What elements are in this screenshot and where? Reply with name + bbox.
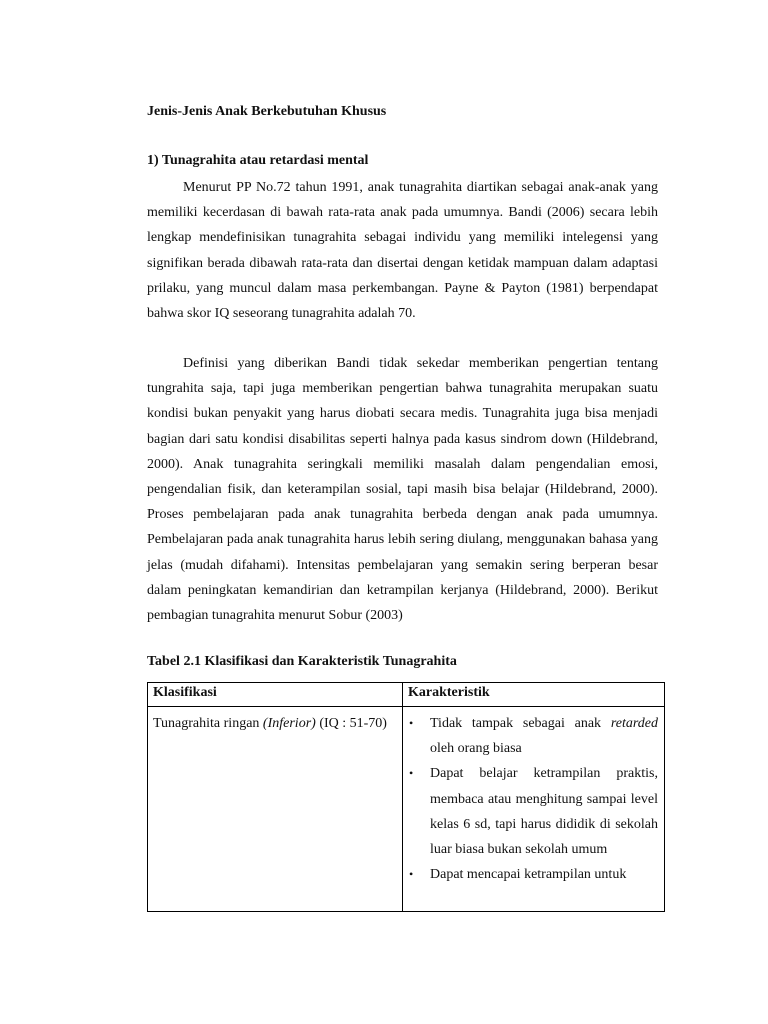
bullet-italic: retarded	[610, 716, 658, 731]
header-karakteristik: Karakteristik	[403, 683, 665, 707]
paragraph-1: Menurut PP No.72 tahun 1991, anak tunagrahita diartikan sebagai anak-anak yang memiliki kecerdasan di bawah rata-rata anak pada umumnya. Bandi (2006) secara lebih lengkap mendefinisikan tunagrahita sebagai individu yang memiliki intelegensi yang signifikan berada dibawah rata-rata dan disertai dengan ketidak mampuan dalam adaptasi prilaku, yang muncul dalam masa perkembangan. Payne & Payton (1981) berpendapat bahwa skor IQ seseorang tunagrahita adalah 70.	[147, 180, 658, 322]
header-klasifikasi: Klasifikasi	[148, 683, 403, 707]
bullet-icon: •	[409, 716, 414, 730]
bullet-text-suffix: oleh orang biasa	[430, 741, 522, 757]
classification-iq: (IQ : 51-70)	[315, 716, 387, 731]
characteristics-list	[407, 711, 658, 887]
classification-italic: (Inferior)	[262, 716, 316, 731]
bullet-text: Dapat belajar ketrampilan praktis, membaca atau menghitung sampai level kelas 6 sd, tapi harus dididik di sekolah luar biasa bukan sekolah umum	[430, 766, 658, 858]
bullet-icon: •	[409, 766, 414, 781]
table-header-row	[148, 683, 665, 707]
characteristics-cell	[403, 707, 665, 912]
table-caption: Tabel 2.1 Klasifikasi dan Karakteristik Tunagrahita	[147, 654, 457, 669]
list-item	[407, 862, 658, 887]
paragraph-2: Definisi yang diberikan Bandi tidak sekedar memberikan pengertian tentang tungrahita saja, tapi juga memberikan pengertian bahwa tunagrahita merupakan suatu kondisi bukan penyakit yang harus diobati secara medis. Tunagrahita juga bisa menjadi bagian dari satu kondisi disabilitas seperti halnya pada kasus sindrom down (Hildebrand, 2000). Anak tunagrahita seringkali memiliki masalah dalam pengendalian emosi, pengendalian fisik, dan keterampilan sosial, tapi masih bisa belajar (Hildebrand, 2000). Proses pembelajaran pada anak tunagrahita berbeda dengan anak pada umumnya. Pembelajaran pada anak tunagrahita harus lebih sering diulang, menggunakan bahasa yang jelas (mudah difahami). Intensitas pembelajaran yang semakin sering berperan besar dalam peningkatan kemandirian dan ketrampilan kerjanya (Hildebrand, 2000). Berikut pembagian tunagrahita menurut Sobur (2003)	[147, 356, 658, 624]
document-title: Jenis-Jenis Anak Berkebutuhan Khusus	[147, 104, 387, 119]
bullet-icon: •	[409, 867, 414, 882]
table-row	[148, 707, 665, 912]
list-item	[407, 761, 658, 862]
classification-table	[147, 682, 665, 912]
section-heading: 1) Tunagrahita atau retardasi mental	[147, 153, 369, 168]
bullet-text: Dapat mencapai ketrampilan untuk	[430, 867, 627, 883]
list-item	[407, 711, 658, 761]
classification-cell	[148, 707, 403, 912]
bullet-text: Tidak tampak sebagai anak	[430, 716, 611, 731]
classification-text: Tunagrahita ringan	[153, 716, 263, 731]
